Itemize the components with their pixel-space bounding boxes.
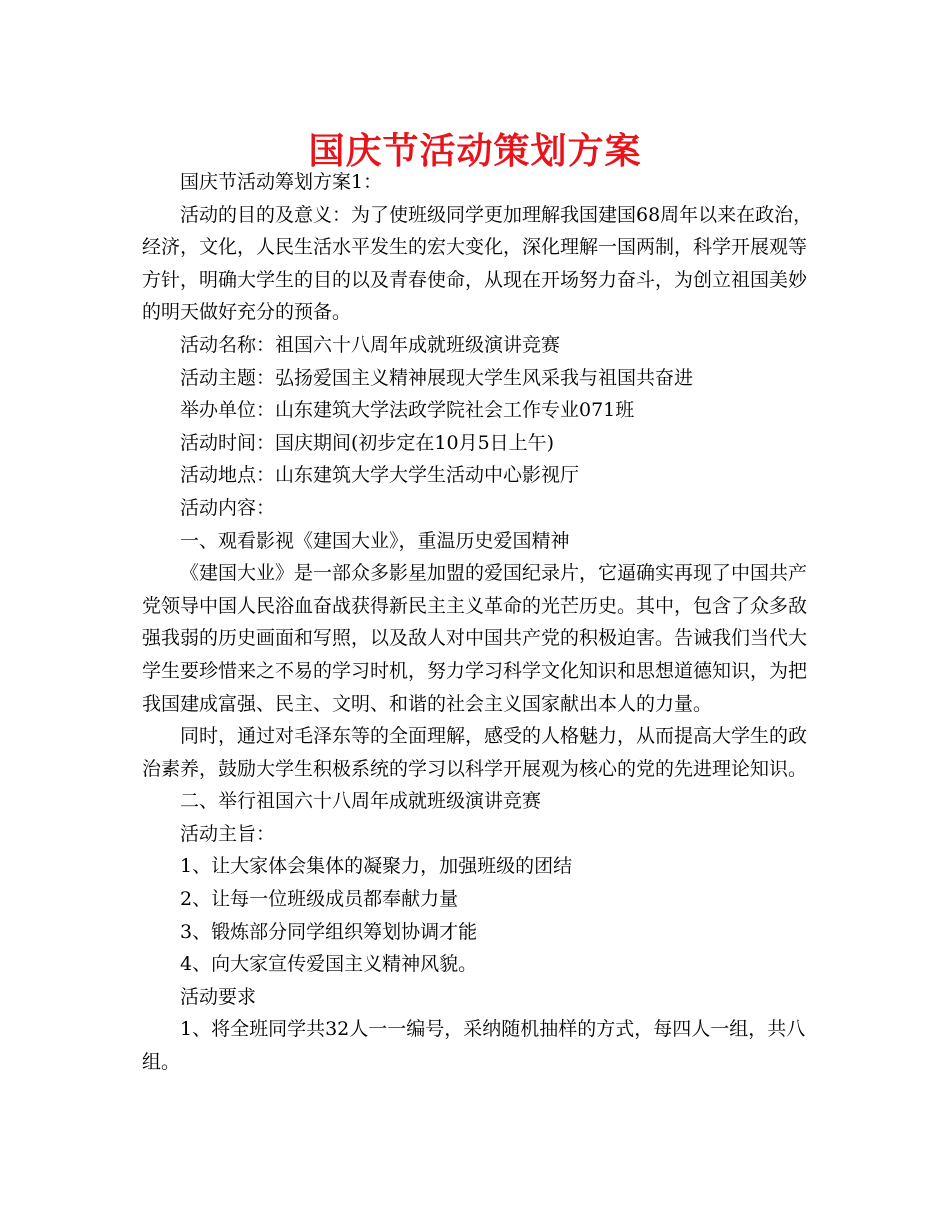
paragraph-purpose: 活动的目的及意义：为了使班级同学更加理解我国建国68周年以来在政治，经济，文化，人民生活水平发生的宏大变化，深化理解一国两制，科学开展观等方针，明确大学生的目的以及青春使命，从现在开场努力奋斗，为创立祖国美妙的明天做好充分的预备。 — [142, 203, 813, 324]
list-item-1: 1、让大家体会集体的凝聚力，加强班级的团结 — [180, 855, 573, 878]
paragraph-simultaneously: 同时，通过对毛泽东等的全面理解，感受的人格魅力，从而提高大学生的政治素养，鼓励大学生积极系统的学习以科学开展观为核心的党的先进理论知识。 — [142, 725, 808, 780]
list-item-4: 4、向大家宣传爱国主义精神风貌。 — [180, 953, 478, 976]
paragraph-section-one: 一、观看影视《建国大业》，重温历史爱国精神 — [180, 529, 570, 552]
paragraph-purpose-heading: 活动主旨： — [180, 822, 276, 845]
paragraph-activity-time: 活动时间：国庆期间(初步定在10月5日上午) — [180, 431, 555, 454]
list-item-2: 2、让每一位班级成员都奉献力量 — [180, 888, 459, 911]
paragraph-plan-heading: 国庆节活动筹划方案1： — [180, 171, 383, 193]
document-title: 国庆节活动策划方案 — [308, 130, 642, 172]
paragraph-organizer: 举办单位：山东建筑大学法政学院社会工作专业071班 — [180, 399, 635, 422]
paragraph-activity-theme: 活动主题：弘扬爱国主义精神展现大学生风采我与祖国共奋进 — [180, 366, 694, 389]
paragraph-section-two: 二、举行祖国六十八周年成就班级演讲竞赛 — [180, 790, 542, 813]
paragraph-activity-location: 活动地点：山东建筑大学大学生活动中心影视厅 — [180, 464, 580, 487]
paragraph-activity-content: 活动内容： — [180, 496, 276, 519]
document-body — [142, 166, 822, 1079]
list-item-3: 3、锻炼部分同学组织筹划协调才能 — [180, 920, 478, 943]
paragraph-activity-name: 活动名称：祖国六十八周年成就班级演讲竞赛 — [180, 333, 561, 356]
paragraph-film-description: 《建国大业》是一部众多影星加盟的爱国纪录片，它逼确实再现了中国共产党领导中国人民浴血奋战获得新民主主义革命的光芒历史。其中，包含了众多敌强我弱的历史画面和写照，以及敌人对中国共产党的积极迫害。告诫我们当代大学生要珍惜来之不易的学习时机，努力学习科学文化知识和思想道德知识，为把我国建成富强、民主、文明、和谐的社会主义国家献出本人的力量。 — [142, 562, 808, 715]
requirement-item-1: 1、将全班同学共32人一一编号，采纳随机抽样的方式，每四人一组，共八组。 — [142, 1018, 806, 1074]
paragraph-requirements-heading: 活动要求 — [180, 985, 257, 1008]
